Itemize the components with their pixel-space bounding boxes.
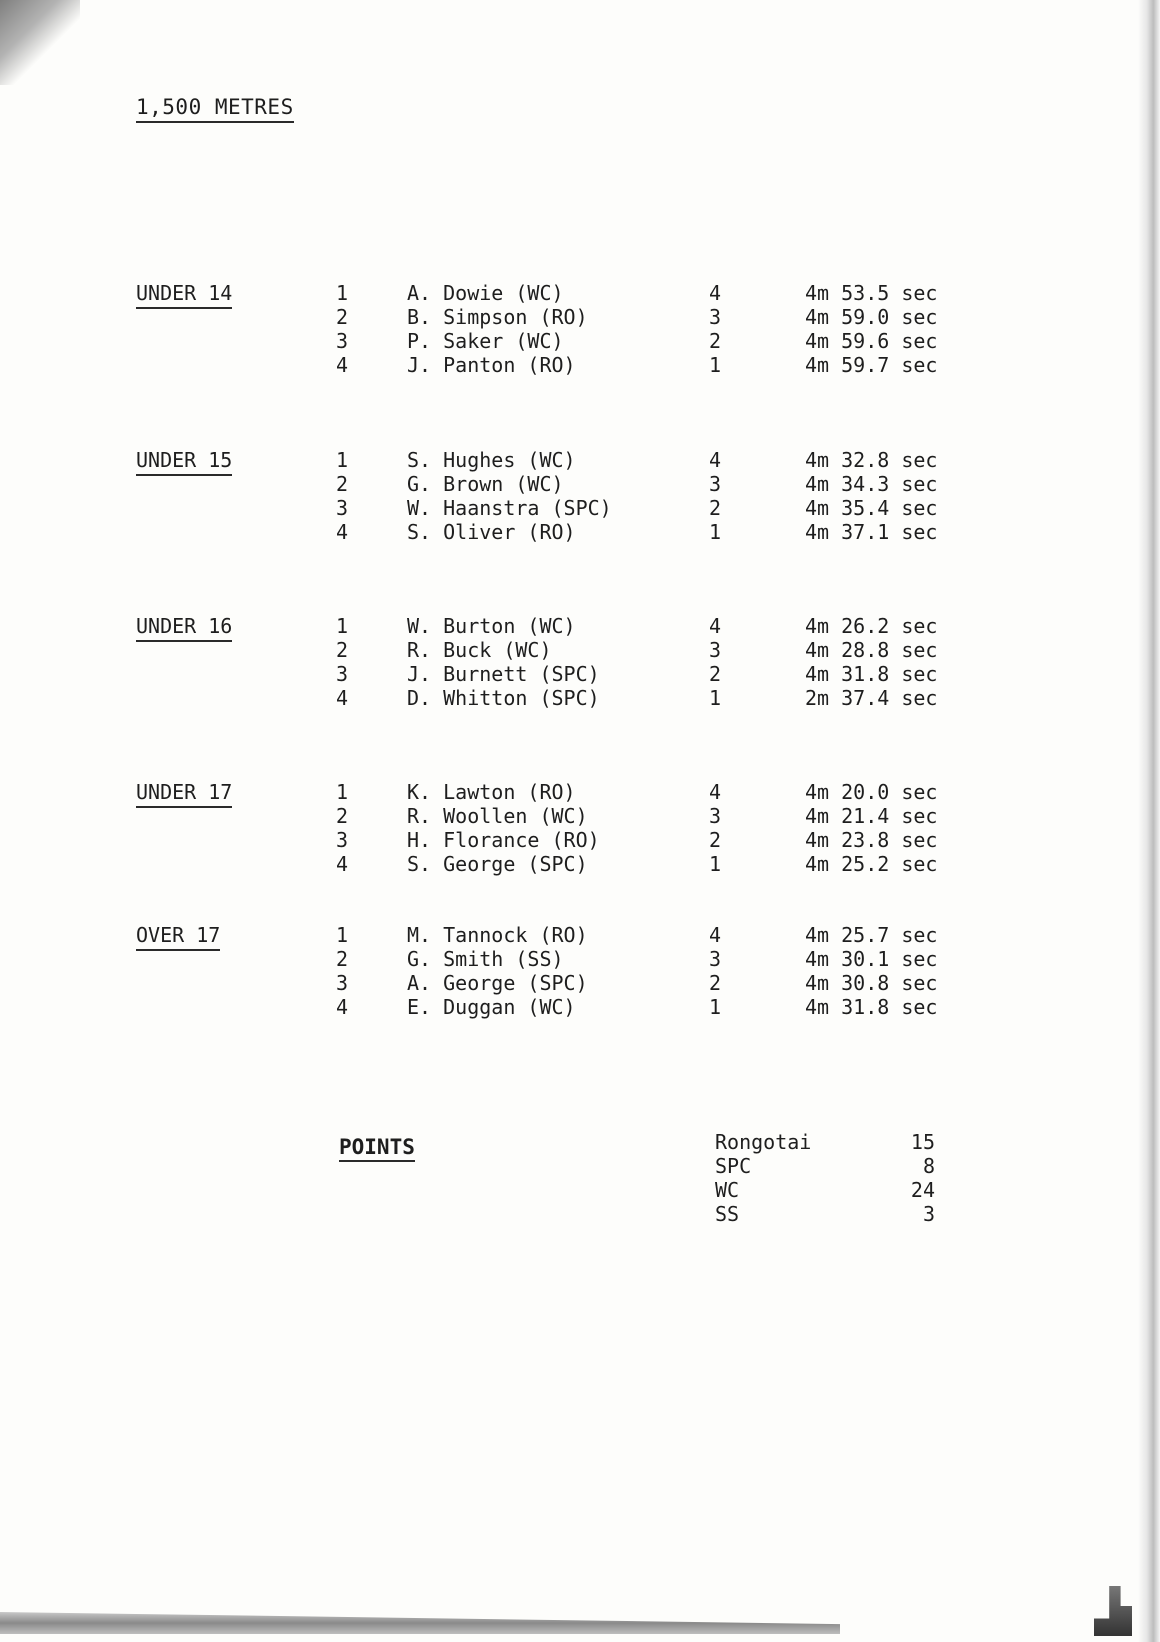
scan-right-edge <box>1138 0 1160 1642</box>
time: 4m 21.4 sec <box>805 804 938 828</box>
place: 2 <box>336 472 349 496</box>
result-row <box>0 281 1000 305</box>
athlete-name: M. Tannock (RO) <box>407 923 588 947</box>
time: 4m 32.8 sec <box>805 448 938 472</box>
points: 2 <box>709 496 722 520</box>
points: 1 <box>709 995 722 1019</box>
time: 4m 31.8 sec <box>805 995 938 1019</box>
athlete-name: R. Buck (WC) <box>407 638 552 662</box>
points: 4 <box>709 614 722 638</box>
time: 4m 28.8 sec <box>805 638 938 662</box>
athlete-name: K. Lawton (RO) <box>407 780 576 804</box>
result-row <box>0 995 1000 1019</box>
place: 3 <box>336 496 349 520</box>
result-row <box>0 804 1000 828</box>
time: 4m 23.8 sec <box>805 828 938 852</box>
result-row <box>0 971 1000 995</box>
place: 2 <box>336 638 349 662</box>
athlete-name: J. Burnett (SPC) <box>407 662 600 686</box>
place: 1 <box>336 923 349 947</box>
points: 4 <box>709 780 722 804</box>
athlete-name: G. Brown (WC) <box>407 472 564 496</box>
age-group-label: UNDER 16 <box>136 614 232 642</box>
points: 3 <box>709 472 722 496</box>
athlete-name: R. Woollen (WC) <box>407 804 588 828</box>
place: 3 <box>336 971 349 995</box>
result-row <box>0 472 1000 496</box>
result-row <box>0 852 1000 876</box>
result-row <box>0 662 1000 686</box>
place: 4 <box>336 520 349 544</box>
place: 3 <box>336 662 349 686</box>
points: 3 <box>709 638 722 662</box>
points: 2 <box>709 329 722 353</box>
school-score: 8 <box>922 1154 935 1178</box>
athlete-name: J. Panton (RO) <box>407 353 576 377</box>
points-heading: POINTS <box>339 1135 415 1162</box>
athlete-name: D. Whitton (SPC) <box>407 686 600 710</box>
points: 2 <box>709 828 722 852</box>
points: 4 <box>709 923 722 947</box>
place: 2 <box>336 305 349 329</box>
place: 4 <box>336 686 349 710</box>
school-name: SS <box>715 1202 740 1226</box>
time: 4m 59.0 sec <box>805 305 938 329</box>
time: 4m 35.4 sec <box>805 496 938 520</box>
result-row <box>0 686 1000 710</box>
result-row <box>0 923 1000 947</box>
place: 3 <box>336 329 349 353</box>
school-score: 24 <box>910 1178 935 1202</box>
school-score: 15 <box>910 1130 935 1154</box>
place: 1 <box>336 780 349 804</box>
result-row <box>0 329 1000 353</box>
place: 3 <box>336 828 349 852</box>
athlete-name: W. Haanstra (SPC) <box>407 496 612 520</box>
athlete-name: A. George (SPC) <box>407 971 588 995</box>
time: 4m 30.8 sec <box>805 971 938 995</box>
time: 4m 25.7 sec <box>805 923 938 947</box>
event-title: 1,500 METRES <box>136 95 294 123</box>
place: 1 <box>336 614 349 638</box>
result-row <box>0 828 1000 852</box>
points-tally-row <box>715 1154 935 1178</box>
athlete-name: P. Saker (WC) <box>407 329 564 353</box>
place: 4 <box>336 353 349 377</box>
school-score: 3 <box>922 1202 935 1226</box>
time: 2m 37.4 sec <box>805 686 938 710</box>
athlete-name: S. Oliver (RO) <box>407 520 576 544</box>
points: 3 <box>709 804 722 828</box>
athlete-name: S. George (SPC) <box>407 852 588 876</box>
time: 4m 20.0 sec <box>805 780 938 804</box>
age-group-label: UNDER 14 <box>136 281 232 309</box>
points: 1 <box>709 852 722 876</box>
time: 4m 53.5 sec <box>805 281 938 305</box>
points: 4 <box>709 281 722 305</box>
place: 2 <box>336 947 349 971</box>
scan-bottom-edge <box>0 1612 840 1634</box>
points-tally-row <box>715 1178 935 1202</box>
time: 4m 34.3 sec <box>805 472 938 496</box>
points: 3 <box>709 947 722 971</box>
result-row <box>0 305 1000 329</box>
time: 4m 59.7 sec <box>805 353 938 377</box>
athlete-name: H. Florance (RO) <box>407 828 600 852</box>
result-row <box>0 638 1000 662</box>
result-row <box>0 353 1000 377</box>
school-name: WC <box>715 1178 740 1202</box>
place: 4 <box>336 995 349 1019</box>
place: 2 <box>336 804 349 828</box>
result-row <box>0 448 1000 472</box>
result-row <box>0 947 1000 971</box>
time: 4m 25.2 sec <box>805 852 938 876</box>
school-name: Rongotai <box>715 1130 812 1154</box>
age-group-label: UNDER 17 <box>136 780 232 808</box>
athlete-name: W. Burton (WC) <box>407 614 576 638</box>
school-name: SPC <box>715 1154 752 1178</box>
points: 4 <box>709 448 722 472</box>
time: 4m 37.1 sec <box>805 520 938 544</box>
place: 1 <box>336 281 349 305</box>
athlete-name: B. Simpson (RO) <box>407 305 588 329</box>
result-row <box>0 614 1000 638</box>
points: 1 <box>709 686 722 710</box>
points: 2 <box>709 971 722 995</box>
athlete-name: G. Smith (SS) <box>407 947 564 971</box>
time: 4m 30.1 sec <box>805 947 938 971</box>
athlete-name: S. Hughes (WC) <box>407 448 576 472</box>
place: 4 <box>336 852 349 876</box>
age-group-label: OVER 17 <box>136 923 220 951</box>
athlete-name: E. Duggan (WC) <box>407 995 576 1019</box>
age-group-label: UNDER 15 <box>136 448 232 476</box>
result-row <box>0 520 1000 544</box>
points: 3 <box>709 305 722 329</box>
points: 2 <box>709 662 722 686</box>
points: 1 <box>709 353 722 377</box>
points-tally-row <box>715 1130 935 1154</box>
points-tally-row <box>715 1202 935 1226</box>
time: 4m 26.2 sec <box>805 614 938 638</box>
place: 1 <box>336 448 349 472</box>
athlete-name: A. Dowie (WC) <box>407 281 564 305</box>
scan-corner-mark <box>1094 1586 1132 1636</box>
points: 1 <box>709 520 722 544</box>
result-row <box>0 780 1000 804</box>
time: 4m 31.8 sec <box>805 662 938 686</box>
time: 4m 59.6 sec <box>805 329 938 353</box>
scan-corner-shadow <box>0 0 80 85</box>
result-row <box>0 496 1000 520</box>
